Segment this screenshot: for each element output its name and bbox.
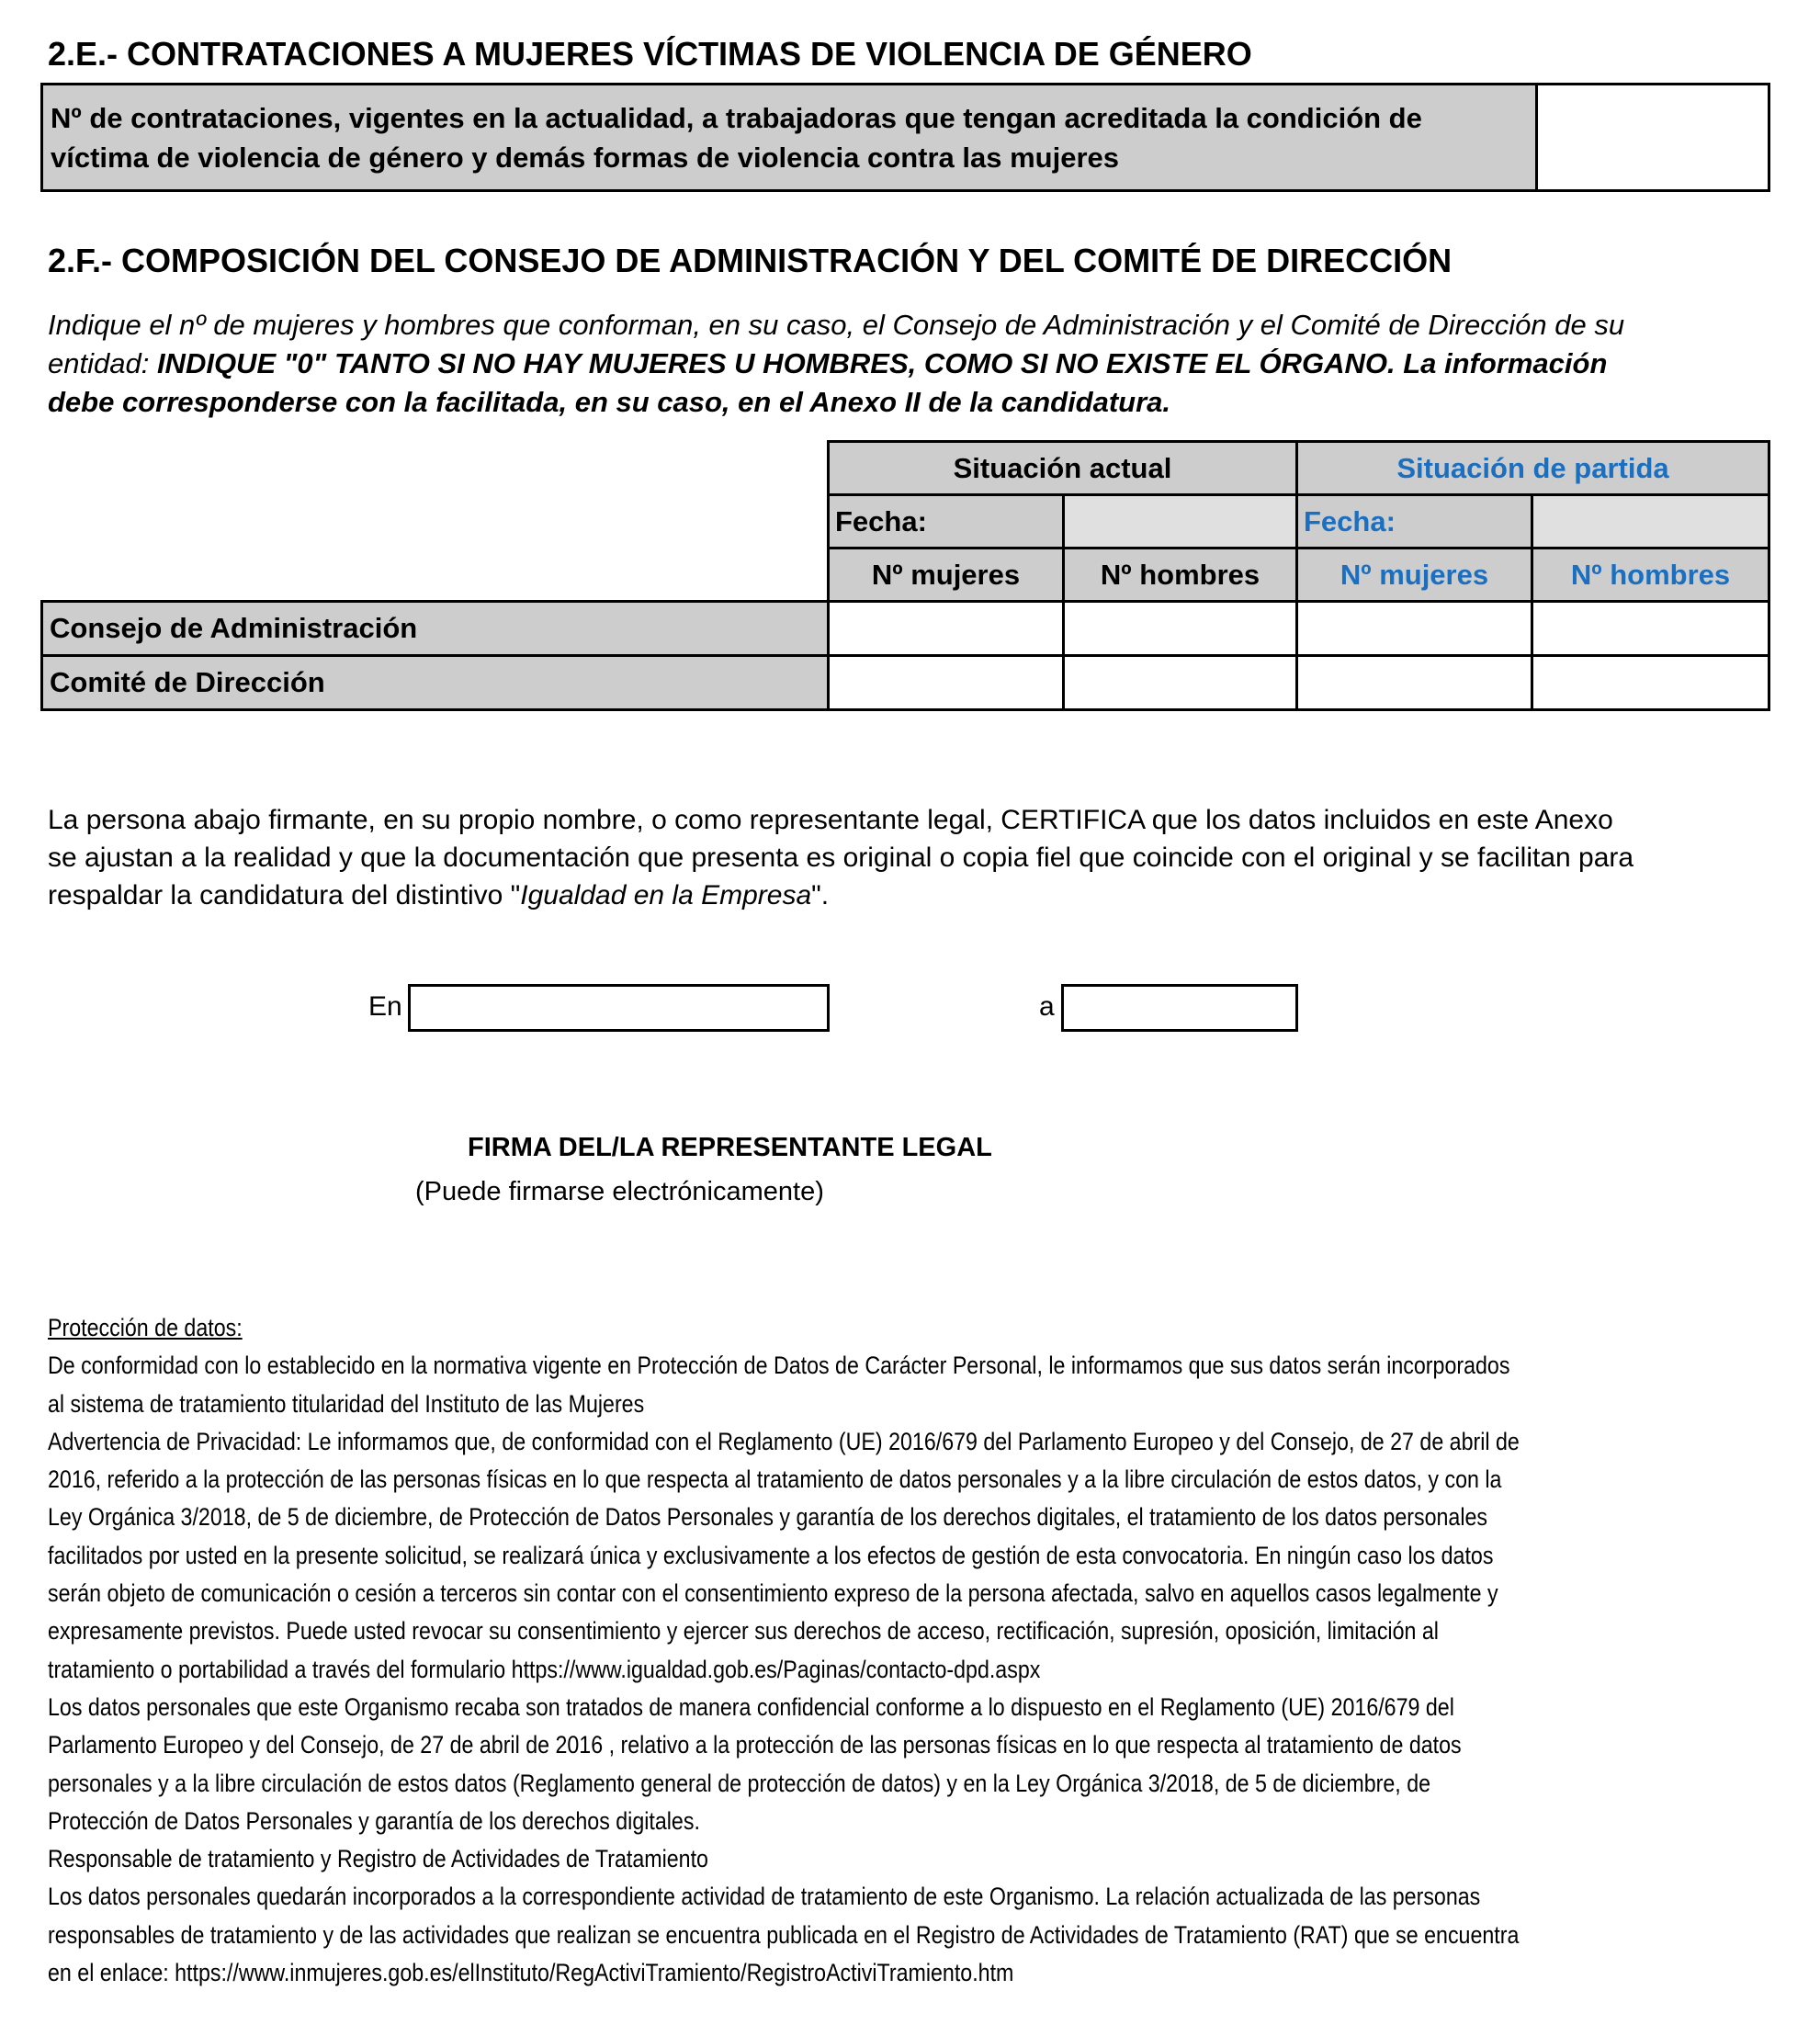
- section-e-title: 2.E.- CONTRATACIONES A MUJERES VÍCTIMAS DE VIOLENCIA DE GÉNERO: [48, 35, 1252, 73]
- consejo-hombres-actual-field[interactable]: [1062, 600, 1298, 657]
- col-mujeres-actual: Nº mujeres: [827, 547, 1065, 603]
- section-f-intro-line2-bold: INDIQUE "0" TANTO SI NO HAY MUJERES U HOMBRES, COMO SI NO EXISTE EL ÓRGANO. La información: [156, 347, 1608, 379]
- privacy-line: personales y a la libre circulación de estos datos (Reglamento general de protección de datos) y en la Ley Orgánica 3/2018, de 5 de diciembre, de: [48, 1769, 1431, 1797]
- col-mujeres-partida: Nº mujeres: [1295, 547, 1533, 603]
- certification-line2: se ajustan a la realidad y que la documentación que presenta es original o copia fiel que coincide con el original y se facilitan para: [48, 843, 1634, 873]
- privacy-line: Parlamento Europeo y del Consejo, de 27 de abril de 2016 , relativo a la protección de las personas físicas en lo que respecta al tratamiento de datos: [48, 1731, 1462, 1759]
- section-e-question: [40, 83, 1538, 192]
- fecha-actual-field[interactable]: [1062, 493, 1298, 549]
- col-hombres-partida: Nº hombres: [1531, 547, 1770, 603]
- certification-text: [48, 801, 1633, 914]
- certification-line3-italic: Igualdad en la Empresa: [520, 880, 812, 911]
- privacy-line: Ley Orgánica 3/2018, de 5 de diciembre, de Protección de Datos Personales y garantía de los derechos digitales, el tratamiento de los datos personales: [48, 1503, 1488, 1532]
- section-f-intro-line1: Indique el nº de mujeres y hombres que conforman, en su caso, el Consejo de Administración y el Comité de Dirección de su: [48, 309, 1625, 341]
- privacy-line: Advertencia de Privacidad: Le informamos que, de conformidad con el Reglamento (UE) 2016/679 del Parlamento Europeo y del Consejo, de 27 de abril de: [48, 1427, 1520, 1455]
- privacy-line: Los datos personales que este Organismo recaba son tratados de manera confidencial conforme a lo dispuesto en el Reglamento (UE) 2016/679 del: [48, 1692, 1454, 1721]
- a-field[interactable]: [1061, 984, 1298, 1032]
- section-f-intro: [48, 306, 1624, 422]
- section-e-question-line2: víctima de violencia de género y demás formas de violencia contra las mujeres: [51, 141, 1119, 174]
- comite-hombres-actual-field[interactable]: [1062, 654, 1298, 711]
- signature-note: (Puede firmarse electrónicamente): [415, 1177, 824, 1206]
- certification-line3-pre: respaldar la candidatura del distintivo ": [48, 880, 521, 911]
- fecha-partida-label: Fecha:: [1295, 493, 1533, 549]
- signature-title: FIRMA DEL/LA REPRESENTANTE LEGAL: [468, 1133, 992, 1162]
- row-label-consejo: Consejo de Administración: [40, 600, 830, 657]
- privacy-line: Los datos personales quedarán incorporados a la correspondiente actividad de tratamiento de este Organismo. La relación actualizada de las personas: [48, 1883, 1481, 1911]
- fecha-actual-label: Fecha:: [827, 493, 1065, 549]
- section-e-question-line1: Nº de contrataciones, vigentes en la actualidad, a trabajadoras que tengan acreditada la condición de: [51, 102, 1422, 134]
- consejo-mujeres-actual-field[interactable]: [827, 600, 1065, 657]
- comite-mujeres-actual-field[interactable]: [827, 654, 1065, 711]
- privacy-line: expresamente previstos. Puede usted revocar su consentimiento y ejercer sus derechos de acceso, rectificación, supresión, oposición, limitación al: [48, 1617, 1439, 1646]
- privacy-heading: Protección de datos:: [48, 1314, 243, 1341]
- row-label-comite: Comité de Dirección: [40, 654, 830, 711]
- privacy-line: responsables de tratamiento y de las actividades que realizan se encuentra publicada en el Registro de Actividades de Tratamiento (RAT) que se encuentra: [48, 1920, 1520, 1949]
- privacy-line: tratamiento o portabilidad a través del formulario https://www.igualdad.gob.es/Paginas/contacto-dpd.aspx: [48, 1655, 1041, 1683]
- fecha-partida-field[interactable]: [1531, 493, 1770, 549]
- comite-hombres-partida-field[interactable]: [1531, 654, 1770, 711]
- a-label: a: [1039, 991, 1055, 1022]
- en-field[interactable]: [408, 984, 830, 1032]
- privacy-line: facilitados por usted en la presente solicitud, se realizará única y exclusivamente a los efectos de gestión de esta convocatoria. En ningún caso los datos: [48, 1541, 1494, 1569]
- privacy-line: al sistema de tratamiento titularidad del Instituto de las Mujeres: [48, 1389, 645, 1418]
- section-e-answer-field[interactable]: [1535, 83, 1770, 192]
- section-f-intro-line3: debe corresponderse con la facilitada, en su caso, en el Anexo II de la candidatura.: [48, 386, 1171, 418]
- comite-mujeres-partida-field[interactable]: [1295, 654, 1533, 711]
- privacy-line: en el enlace: https://www.inmujeres.gob.es/elInstituto/RegActiviTramiento/RegistroActiviTramiento.htm: [48, 1959, 1014, 1987]
- consejo-hombres-partida-field[interactable]: [1531, 600, 1770, 657]
- privacy-line: De conformidad con lo establecido en la normativa vigente en Protección de Datos de Carácter Personal, le informamos que sus datos serán incorporados: [48, 1352, 1510, 1380]
- col-hombres-actual: Nº hombres: [1062, 547, 1298, 603]
- privacy-line: Responsable de tratamiento y Registro de Actividades de Tratamiento: [48, 1845, 708, 1873]
- privacy-section: [48, 1309, 1770, 1992]
- certification-line1: La persona abajo firmante, en su propio nombre, o como representante legal, CERTIFICA que los datos incluidos en este Anexo: [48, 805, 1613, 835]
- header-situacion-partida: Situación de partida: [1295, 440, 1770, 496]
- section-f-title: 2.F.- COMPOSICIÓN DEL CONSEJO DE ADMINISTRACIÓN Y DEL COMITÉ DE DIRECCIÓN: [48, 242, 1453, 279]
- header-situacion-actual: Situación actual: [827, 440, 1298, 496]
- privacy-line: Protección de Datos Personales y garantía de los derechos digitales.: [48, 1806, 700, 1835]
- privacy-line: serán objeto de comunicación o cesión a terceros sin contar con el consentimiento expreso de la persona afectada, salvo en aquellos casos legalmente y: [48, 1579, 1498, 1608]
- consejo-mujeres-partida-field[interactable]: [1295, 600, 1533, 657]
- section-f-intro-line2-normal: entidad:: [48, 347, 157, 379]
- en-label: En: [368, 991, 402, 1022]
- privacy-line: 2016, referido a la protección de las personas físicas en lo que respecta al tratamiento de datos personales y a la libre circulación de estos datos, y con la: [48, 1465, 1502, 1494]
- certification-line3-post: ".: [811, 880, 830, 911]
